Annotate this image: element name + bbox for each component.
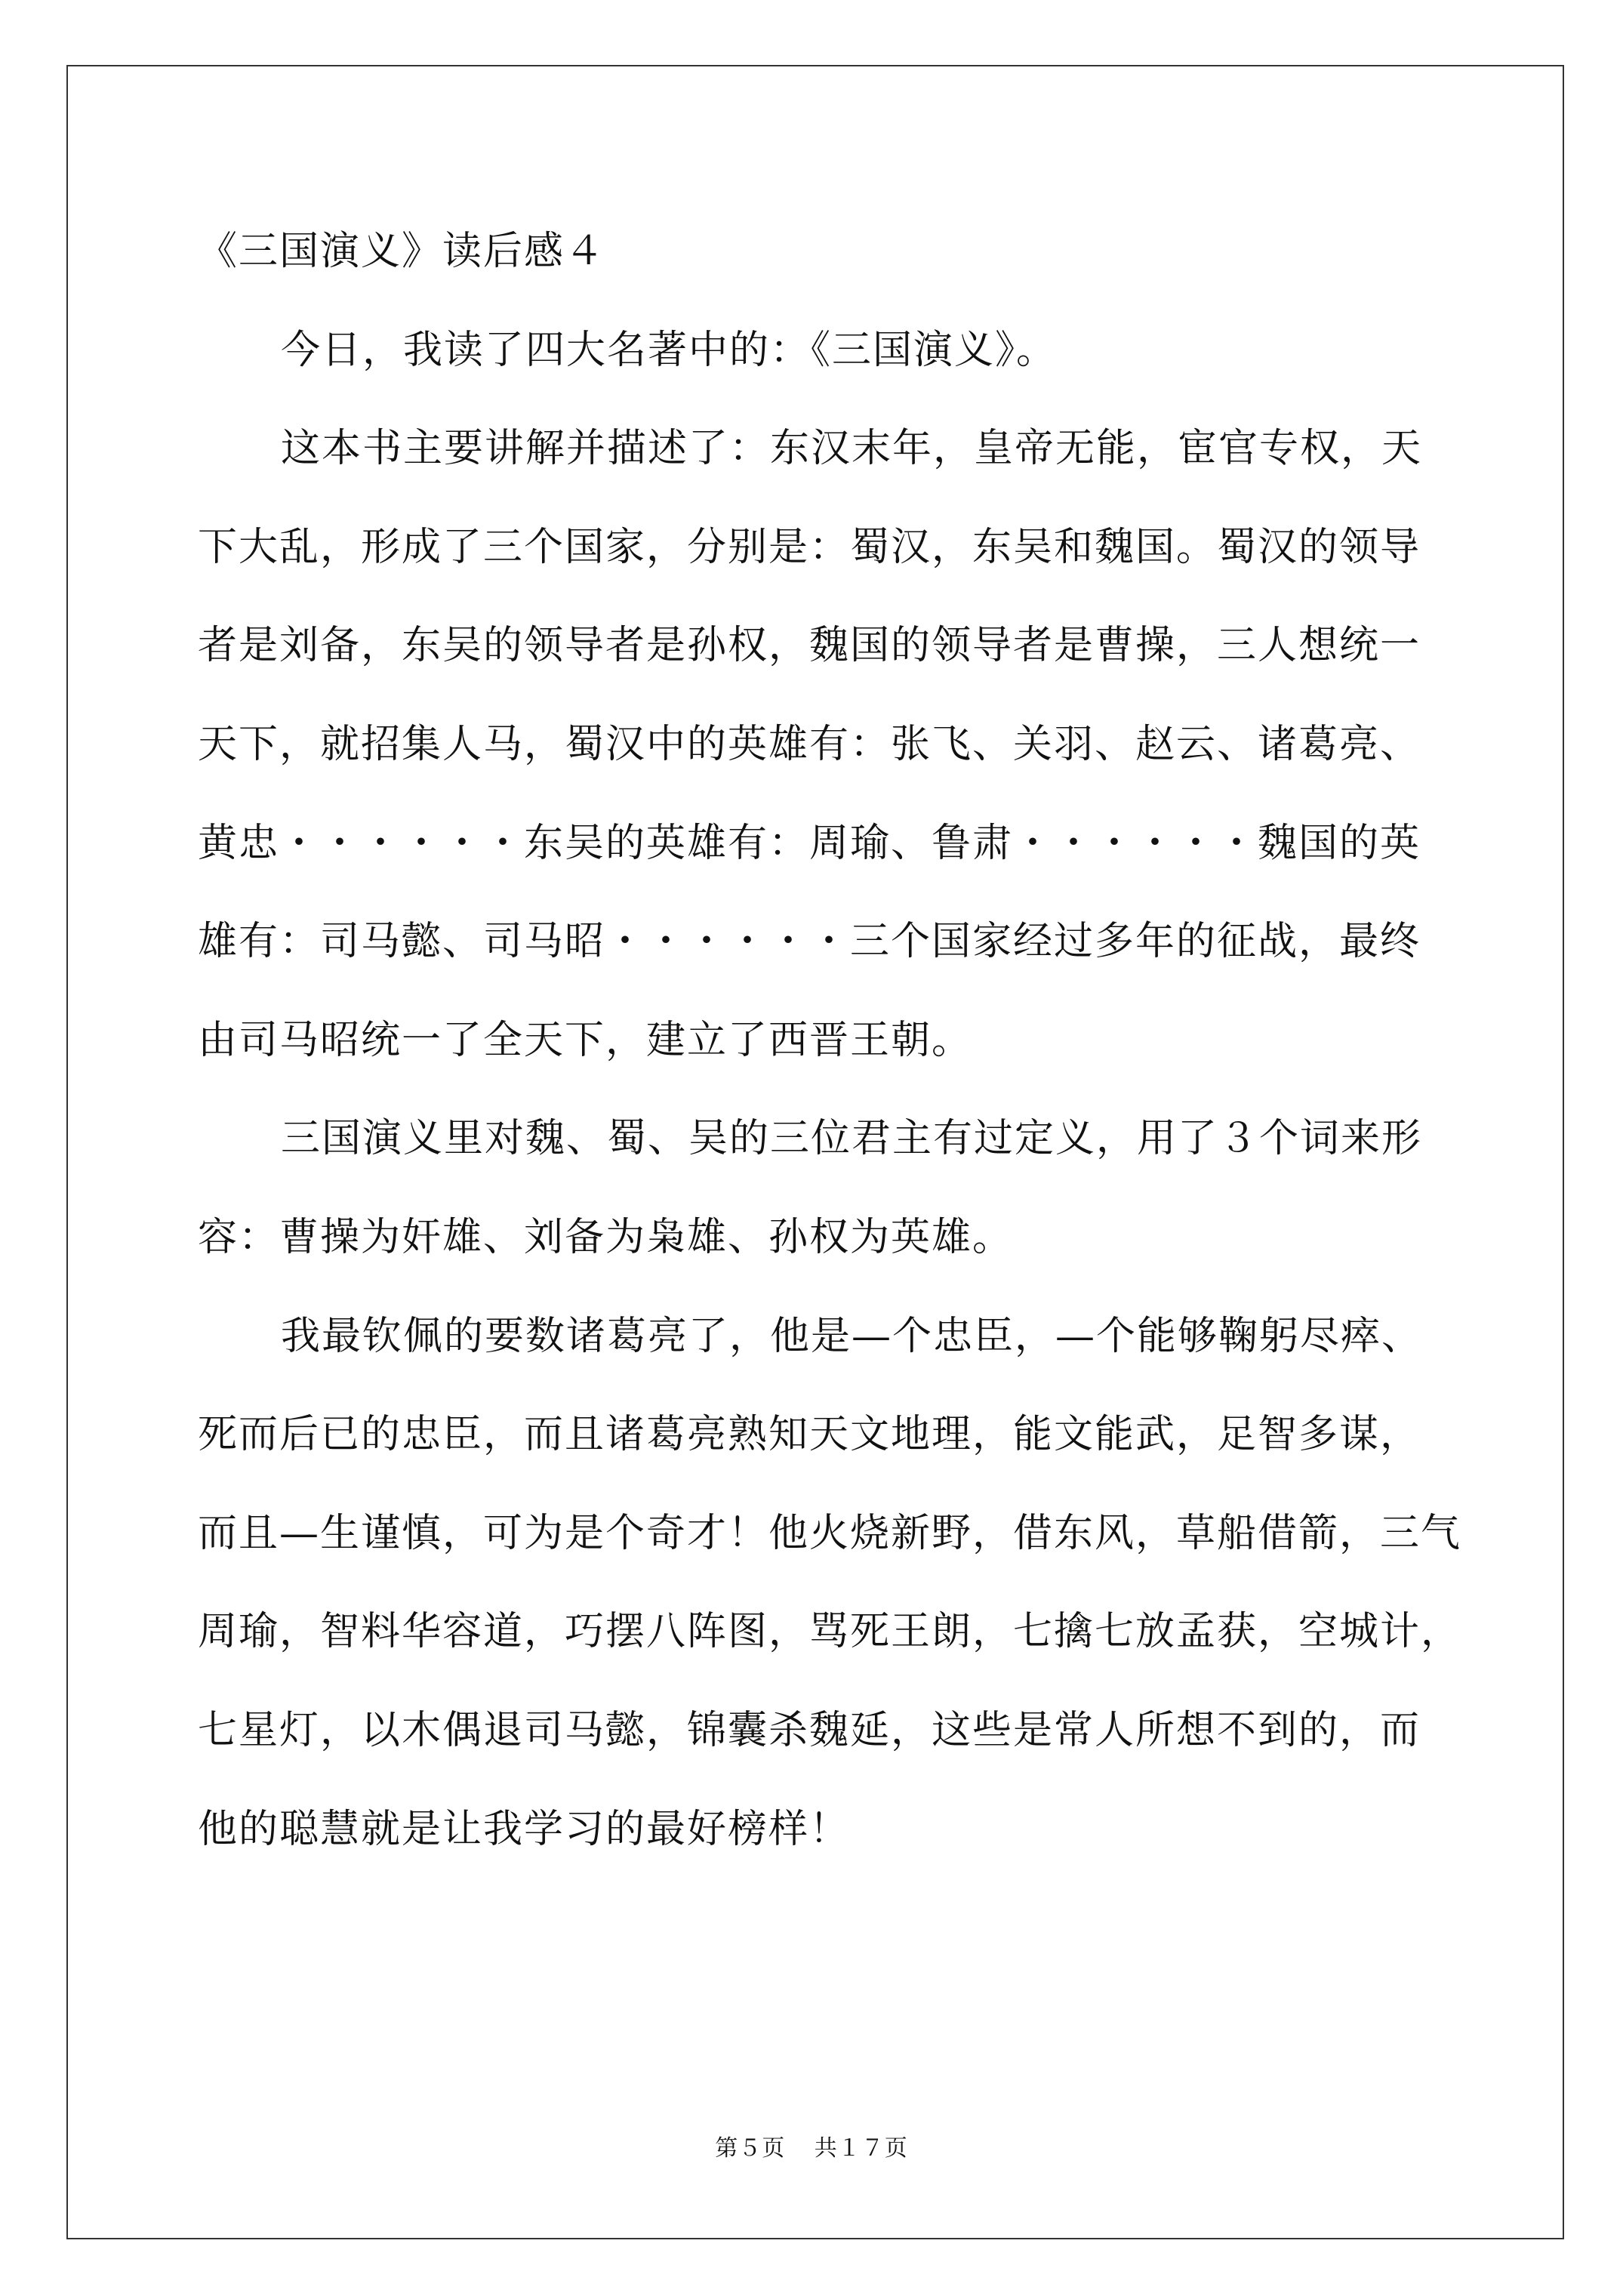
document-title: 《三国演义》读后感４	[198, 229, 606, 274]
paragraph-2-line-2: 下大乱，形成了三个国家，分别是：蜀汉，东吴和魏国。蜀汉的领导	[198, 524, 1421, 570]
paragraph-2-line-1: 这本书主要讲解并描述了：东汉末年，皇帝无能，宦官专权，天	[281, 426, 1423, 472]
paragraph-2-line-5: 黄忠・・・・・・东吴的英雄有：周瑜、鲁肃・・・・・・魏国的英	[198, 820, 1421, 866]
paragraph-4-line-5: 七星灯，以木偶退司马懿，锦囊杀魏延，这些是常人所想不到的，而	[198, 1707, 1421, 1753]
paragraph-2-line-4: 天下，就招集人马，蜀汉中的英雄有：张飞、关羽、赵云、诸葛亮、	[198, 721, 1421, 767]
page-footer	[0, 2129, 1623, 2162]
paragraph-2-line-6: 雄有：司马懿、司马昭・・・・・・三个国家经过多年的征战，最终	[198, 919, 1421, 965]
paragraph-4-line-3: 而且—生谨慎，可为是个奇才！他火烧新野，借东风，草船借箭，三气	[198, 1510, 1462, 1556]
document-body	[198, 202, 1462, 1878]
paragraph-2-line-3: 者是刘备，东吴的领导者是孙权，魏国的领导者是曹操，三人想统一	[198, 623, 1421, 669]
page-total: 共１７页	[814, 2135, 908, 2162]
paragraph-4-line-2: 死而后已的忠臣，而且诸葛亮熟知天文地理，能文能武，足智多谋，	[198, 1412, 1421, 1458]
paragraph-3-line-1: 三国演义里对魏、蜀、吴的三位君主有过定义，用了３个词来形	[281, 1116, 1423, 1162]
paragraph-3-line-2: 容：曹操为奸雄、刘备为枭雄、孙权为英雄。	[198, 1214, 1014, 1260]
paragraph-4-line-1: 我最钦佩的要数诸葛亮了，他是—个忠臣，—个能够鞠躬尽瘁、	[281, 1313, 1423, 1359]
paragraph-4-line-4: 周瑜，智料华容道，巧摆八阵图，骂死王朗，七擒七放孟获，空城计，	[198, 1609, 1462, 1655]
paragraph-1-line-1: 今日，我读了四大名著中的：《三国演义》。	[281, 327, 1058, 373]
paragraph-4-line-6: 他的聪慧就是让我学习的最好榜样！	[198, 1806, 851, 1852]
page-number: 第５页	[715, 2135, 786, 2162]
paragraph-2-line-7: 由司马昭统一了全天下，建立了西晋王朝。	[198, 1017, 973, 1063]
